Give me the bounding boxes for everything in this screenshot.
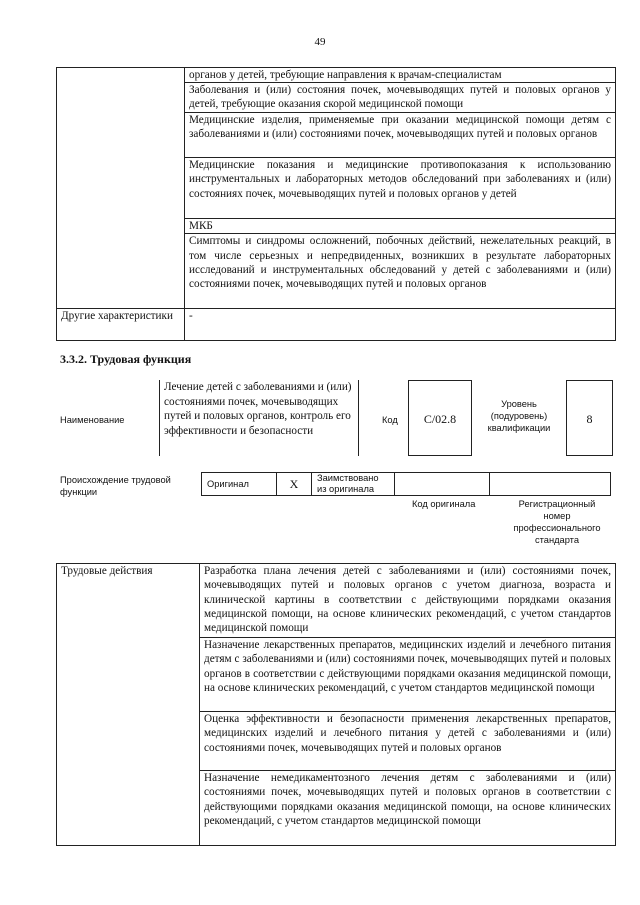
name-label: Наименование	[60, 415, 125, 425]
table-label-cell: Другие характеристики	[57, 309, 185, 341]
table-row	[57, 68, 616, 83]
borrowed-cell: Заимствовано из оригинала	[312, 473, 395, 496]
labor-actions-table	[56, 563, 616, 846]
page-number: 49	[314, 36, 326, 48]
origin-label: Происхождение трудовой функции	[60, 475, 171, 497]
table-cell: Симптомы и синдромы осложнений, побочных действий, нежелательных реакций, в том числе серьезных и непредвиденных, возникших в результате лабораторных исследований и инструментальных обследований у детей с заболеваниями и (или) состояниями почек, мочевыводящих путей и половых органов	[185, 234, 616, 309]
table-cell: Назначение лекарственных препаратов, медицинских изделий и лечебного питания детям с заболеваниями и (или) состояниями почек, мочевыводящих путей и половых органов в соответствии с действующими порядками оказания медицинской помощи, на основе клинических рекомендаций, с учетом стандартов медицинской помощи	[200, 638, 616, 712]
function-name-box: Лечение детей с заболеваниями и (или) состояниями почек, мочевыводящих путей и половых органов, контроль его эффективности и безопасности	[159, 380, 359, 456]
section-title: 3.3.2. Трудовая функция	[60, 352, 192, 366]
table-cell: Оценка эффективности и безопасности применения лекарственных препаратов, медицинских изделий и лечебного питания у детей с заболеваниями и (или) состояниями почек, мочевыводящих путей и половых органов	[200, 712, 616, 771]
code-box: C/02.8	[408, 380, 472, 456]
code-original-caption: Код оригинала	[412, 499, 476, 509]
table-cell: Назначение немедикаментозного лечения детям с заболеваниями и (или) состояниями почек, мочевыводящих путей и половых органов в соответствии с действующими порядками оказания медицинской помощи, на основе клинических рекомендаций, с учетом стандартов медицинской помощи	[200, 771, 616, 846]
table-cell: МКБ	[185, 219, 616, 234]
table-cell: Разработка плана лечения детей с заболеваниями и (или) состояниями почек, мочевыводящих путей и половых органов с учетом диагноза, возраста и клинической картины в соответствии с действующими порядками оказания медицинской помощи, на основе клинических рекомендаций, с учетом стандартов медицинской помощи	[200, 564, 616, 638]
level-box: 8	[566, 380, 613, 456]
table-cell: -	[185, 309, 616, 341]
reg-number-cell	[490, 473, 611, 496]
original-cell: Оригинал	[202, 473, 277, 496]
table-row	[57, 309, 616, 341]
code-label: Код	[382, 415, 398, 425]
labor-actions-label: Трудовые действия	[57, 564, 200, 846]
table-cell: Медицинские показания и медицинские противопоказания к использованию инструментальных и лабораторных методов обследований при заболеваниях и (или) состояниях почек, мочевыводящих путей и половых органов у детей	[185, 158, 616, 219]
table-cell: Заболевания и (или) состояния почек, мочевыводящих путей и половых органов у детей, требующие оказания скорой медицинской помощи	[185, 83, 616, 113]
level-label: Уровень (подуровень) квалификации	[487, 399, 551, 433]
knowledge-table	[56, 67, 616, 341]
code-original-cell	[395, 473, 490, 496]
original-mark: X	[277, 473, 312, 496]
origin-table	[201, 472, 611, 496]
table-cell: органов у детей, требующие направления к врачам-специалистам	[185, 68, 616, 83]
table-cell: Медицинские изделия, применяемые при оказании медицинской помощи детям с заболеваниями и (или) состояниями почек, мочевыводящих путей и половых органов	[185, 113, 616, 158]
table-label-cell	[57, 68, 185, 309]
reg-number-caption: Регистрационный номер профессионального стандарта	[513, 499, 601, 545]
table-row	[57, 564, 616, 638]
